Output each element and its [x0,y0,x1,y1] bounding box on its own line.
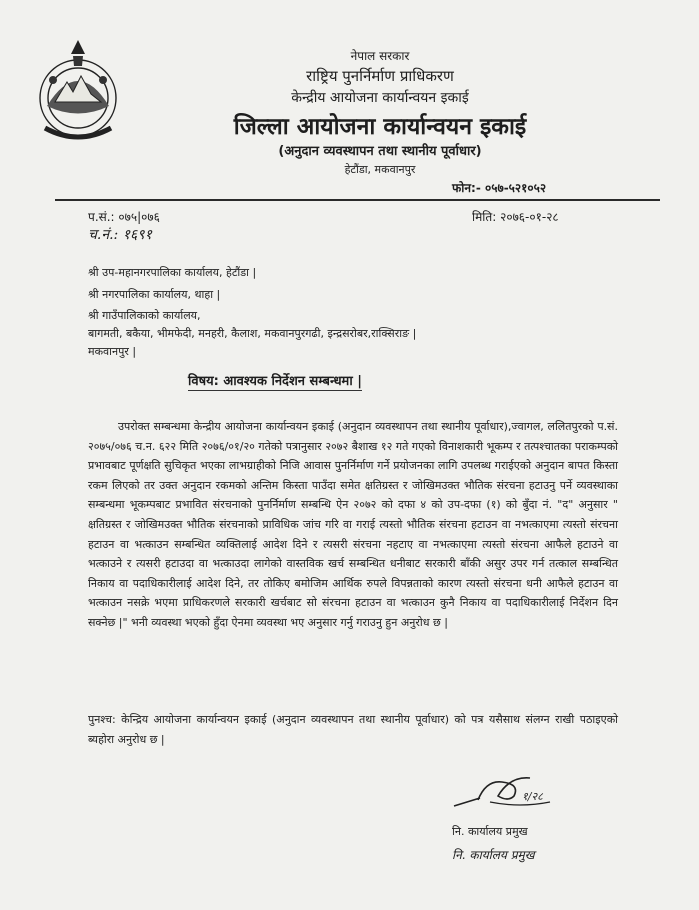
chalani-number: च.नं.: १६९१ [88,227,152,243]
header-authority: राष्ट्रिय पुनर्निर्माण प्राधिकरण [306,67,454,85]
header-phone: फोन:- ०५७-५२१०५२ [452,181,547,195]
header-location: हेटौंडा, मकवानपुर [344,163,416,176]
recipient-line: श्री गाउँपालिकाको कार्यालय, [88,309,201,322]
signature-date: १/२८ [522,790,543,803]
header-central-unit: केन्द्रीय आयोजना कार्यान्वयन इकाई [291,90,469,106]
patra-sankhya: प.सं.: ०७५|०७६ [88,210,160,224]
signatory-title-handwritten: नि. कार्यालय प्रमुख [452,848,535,862]
letter-date: मिति: २०७६-०१-२८ [472,210,559,224]
handwritten-signature [450,762,560,812]
header-subunit: (अनुदान व्यवस्थापन तथा स्थानीय पूर्वाधार) [278,144,482,159]
postscript-paragraph: पुनश्च: केन्द्रिय आयोजना कार्यान्वयन इकाई (अनुदान व्यवस्थापन तथा स्थानीय पूर्वाधार) को पत्र यसैसाथ संलग्न राखी पठाइएको ब्यहोरा अनुरोध छ | [88,713,618,746]
recipient-line: श्री उप-महानगरपालिका कार्यालय, हेटौंडा | [88,266,257,279]
header-district-unit: जिल्ला आयोजना कार्यान्वयन इकाई [233,114,527,140]
recipient-line: मकवानपुर | [88,345,137,358]
letter-subject: विषय: आवश्यक निर्देशन सम्बन्धमा | [188,371,362,391]
recipient-line: श्री नगरपालिका कार्यालय, थाहा | [88,288,221,301]
recipient-line: बागमती, बकैया, भीमफेदी, मनहरी, कैलाश, मकवानपुरगढी, इन्द्रसरोबर,राक्सिराङ | [88,327,417,340]
header-government: नेपाल सरकार [350,49,410,63]
header-divider [55,199,660,201]
body-paragraph: उपरोक्त सम्बन्धमा केन्द्रीय आयोजना कार्यान्वयन इकाई (अनुदान व्यवस्थापन तथा स्थानीय पूर्वाधार),ज्वागल, ललितपुरको प.सं. २०७५/०७६ च.न. ६२२ मिति २०७६/०१/२० गतेको पत्रानुसार २०७२ बैशाख १२ गते गएको विनाशकारी भूकम्प र तत्पश्चातका पराकम्पको प्रभावबाट पूर्णक्षति सुचिकृत भएका लाभग्राहीको निजि आवास पुनर्निर्माण गर्ने प्रयोजनका लागि उपलब्ध गराईएको अनुदान बापत किस्ता रकम लिएको तर उक्त अनुदान रकमको अन्तिम किस्ता पाउँदा समेत क्षतिग्रस्त र जोखिमउक्त भौतिक संरचना हटाउनु पर्ने व्यवस्थाका सम्बन्धमा भूकम्पबाट प्रभावित संरचनाको पुनर्निर्माण सम्बन्धि ऐन २०७२ को दफा ४ को उप-दफा (१) को बुँदा नं. "द" अनुसार " क्षतिग्रस्त र जोखिमउक्त भौतिक संरचनाको प्राविधिक जांच गरि वा गराई त्यस्तो भौतिक संरचना हटाउन वा नभत्काएमा त्यस्तो संरचना हटाउन वा भत्काउन सम्बन्धित व्यक्तिलाई आदेश दिने र त्यसरी संरचना नहटाए वा नभत्काएमा त्यस्तो संरचना आफैले हटाउने वा भत्काउने र त्यसरी हटाउदा वा भत्काउदा लागेको वास्तविक खर्च सम्बन्धित धनीबाट सरकारी बाँकी असुर उपर गर्न तत्काल सम्बन्धित निकाय वा पदाधिकारीलाई आदेश दिने, तर तोकिए बमोजिम आर्थिक रुपले विपन्नताको कारण त्यस्तो संरचना धनी आफैले हटाउन वा भत्काउन नसक्रे भएमा प्राधिकरणले सरकारी खर्चबाट सो संरचना हटाउन वा भत्काउन कुनै निकाय वा पदाधिकारीलाई निर्देशन दिन सक्नेछ |" भनी व्यवस्था भएको हुँदा ऐनमा व्यवस्था भए अनुसार गर्नु गराउनु हुन अनुरोध छ | [88,420,618,629]
signatory-title: नि. कार्यालय प्रमुख [452,825,528,838]
nepal-government-emblem [33,36,123,146]
